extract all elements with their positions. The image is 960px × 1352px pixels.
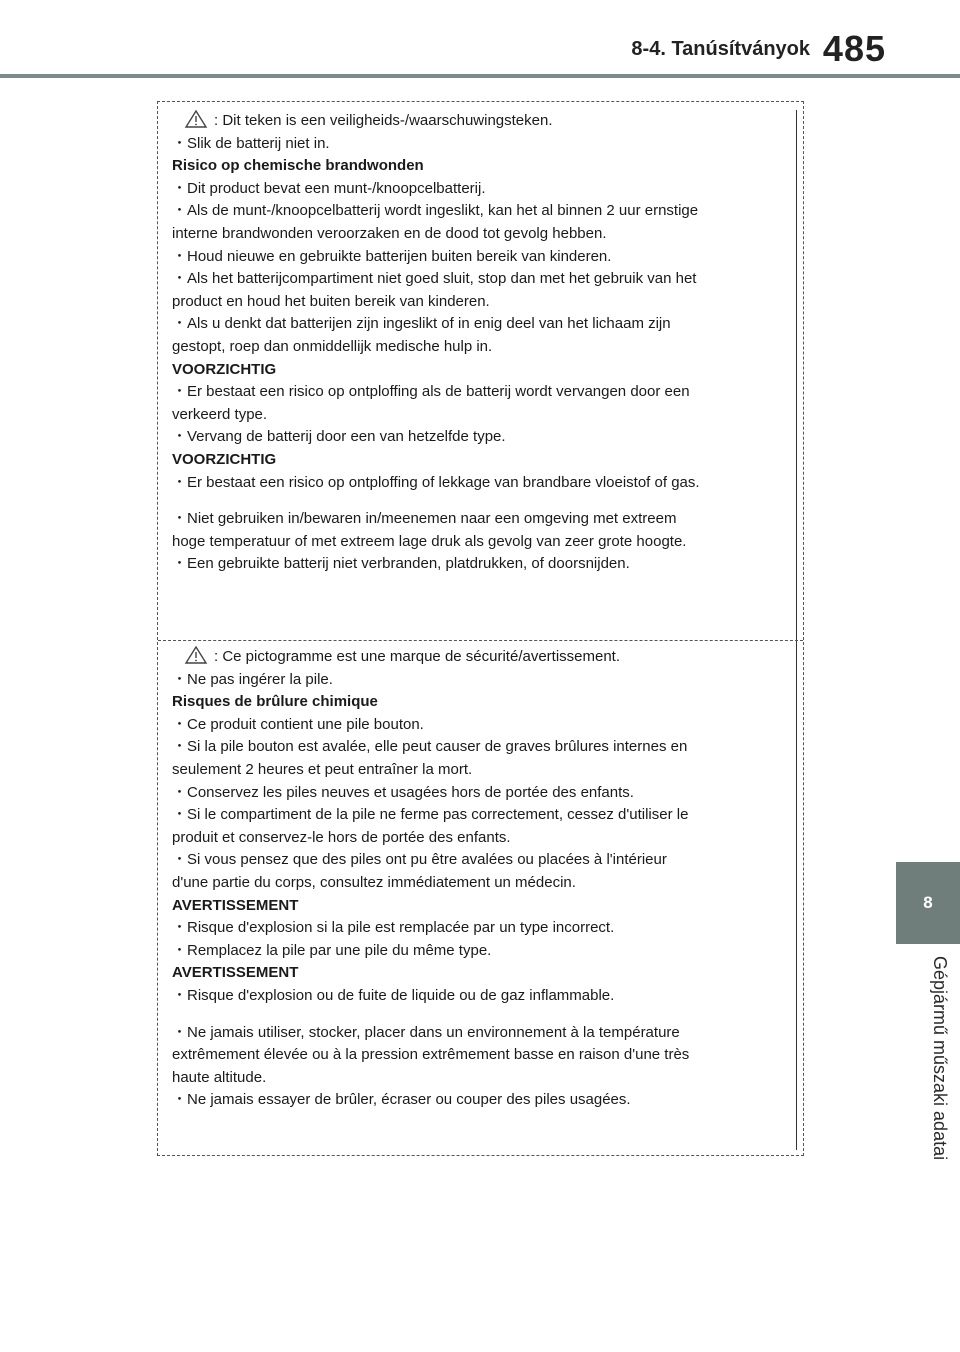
text-line: ・Risque d'explosion si la pile est remplacée par un type incorrect. [172, 919, 615, 937]
text-line: verkeerd type. [172, 405, 268, 423]
intro-text: : Ce pictogramme est une marque de sécurité/avertissement. [214, 648, 621, 665]
heading: Risques de brûlure chimique [172, 693, 378, 711]
intro-text: : Dit teken is een veiligheids-/waarschuwingsteken. [214, 112, 553, 129]
warning-triangle-icon [182, 646, 210, 664]
text-line: extrêmement élevée ou à la pression extrêmement basse en raison d'une très [172, 1046, 690, 1064]
text-line: produit et conservez-le hors de portée des enfants. [172, 828, 511, 846]
spacer [172, 494, 784, 508]
header-rule [0, 74, 960, 78]
text-line: ・Ne pas ingérer la pile. [172, 670, 333, 688]
text-line: interne brandwonden veroorzaken en de dood tot gevolg hebben. [172, 224, 607, 242]
text-line: product en houd het buiten bereik van kinderen. [172, 292, 490, 310]
heading: AVERTISSEMENT [172, 896, 299, 914]
text-line: ・Ne jamais utiliser, stocker, placer dans un environnement à la température [172, 1023, 680, 1041]
dutch-warning-section [172, 110, 784, 576]
text-line: ・Vervang de batterij door een van hetzelfde type. [172, 428, 506, 446]
text-line: ・Risque d'explosion ou de fuite de liquide ou de gaz inflammable. [172, 986, 615, 1004]
text-line: ・Si vous pensez que des piles ont pu être avalées ou placées à l'intérieur [172, 851, 667, 869]
text-line: ・Conservez les piles neuves et usagées hors de portée des enfants. [172, 783, 634, 801]
text-line: ・Er bestaat een risico op ontploffing als de batterij wordt vervangen door een [172, 383, 690, 401]
section-title: 8-4. Tanúsítványok [631, 38, 810, 60]
text-line: d'une partie du corps, consultez immédiatement un médecin. [172, 873, 576, 891]
heading: VOORZICHTIG [172, 360, 277, 378]
intro-line [172, 110, 784, 133]
text-line: ・Ce produit contient une pile bouton. [172, 715, 424, 733]
intro-line [172, 646, 784, 669]
text-line: ・Remplacez la pile par une pile du même type. [172, 941, 492, 959]
text-line: ・Als het batterijcompartiment niet goed sluit, stop dan met het gebruik van het [172, 270, 697, 288]
text-line: ・Als de munt-/knoopcelbatterij wordt ingeslikt, kan het al binnen 2 uur ernstige [172, 202, 699, 220]
section-divider [158, 640, 803, 641]
text-line: ・Ne jamais essayer de brûler, écraser ou couper des piles usagées. [172, 1091, 631, 1109]
page-number: 485 [822, 28, 886, 69]
text-line: haute altitude. [172, 1068, 267, 1086]
text-line: ・Houd nieuwe en gebruikte batterijen buiten bereik van kinderen. [172, 247, 612, 265]
heading: VOORZICHTIG [172, 450, 277, 468]
chapter-label: Gépjármű műszaki adatai [930, 956, 950, 1161]
heading: Risico op chemische brandwonden [172, 157, 424, 175]
text-line: ・Er bestaat een risico op ontploffing of lekkage van brandbare vloeistof of gas. [172, 473, 700, 491]
text-line: ・Slik de batterij niet in. [172, 134, 330, 152]
text-line: hoge temperatuur of met extreem lage druk als gevolg van zeer grote hoogte. [172, 532, 687, 550]
text-line: ・Si le compartiment de la pile ne ferme pas correctement, cessez d'utiliser le [172, 806, 689, 824]
text-line: ・Een gebruikte batterij niet verbranden, platdrukken, of doorsnijden. [172, 555, 630, 573]
text-line: ・Niet gebruiken in/bewaren in/meenemen naar een omgeving met extreem [172, 510, 677, 528]
frame-rule [796, 110, 797, 1150]
text-line: ・Si la pile bouton est avalée, elle peut causer de graves brûlures internes en [172, 738, 688, 756]
french-warning-section [172, 646, 784, 1112]
certificate-frame [157, 101, 804, 1156]
text-line: ・Als u denkt dat batterijen zijn ingeslikt of in enig deel van het lichaam zijn [172, 315, 671, 333]
spacer [172, 1008, 784, 1022]
heading: AVERTISSEMENT [172, 964, 299, 982]
text-line: gestopt, roep dan onmiddellijk medische hulp in. [172, 337, 493, 355]
text-line: ・Dit product bevat een munt-/knoopcelbatterij. [172, 179, 486, 197]
chapter-number: 8 [923, 893, 933, 912]
chapter-tab[interactable] [896, 862, 960, 944]
text-line: seulement 2 heures et peut entraîner la mort. [172, 760, 473, 778]
warning-triangle-icon [182, 110, 210, 128]
